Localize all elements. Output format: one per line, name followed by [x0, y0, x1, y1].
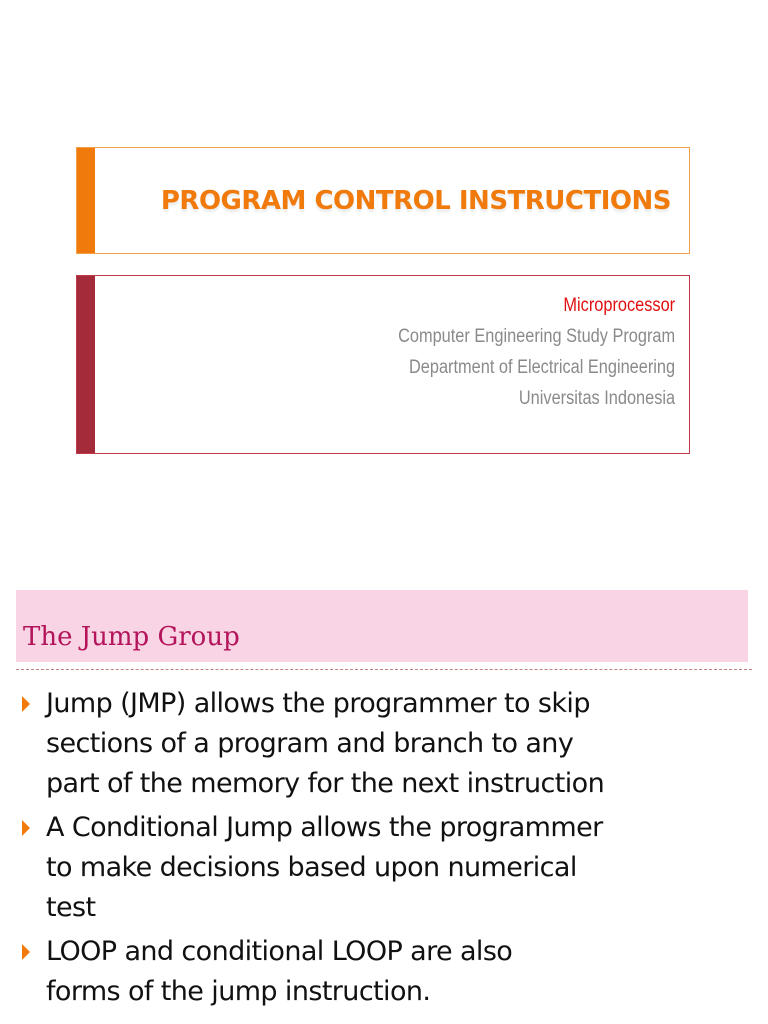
- bullet-line: A Conditional Jump allows the programmer: [46, 812, 603, 843]
- bullet-item: [20, 684, 760, 804]
- bullet-line: Jump (JMP) allows the programmer to skip: [46, 688, 590, 719]
- bullet-list: [20, 684, 760, 1016]
- section-title: The Jump Group: [23, 622, 240, 652]
- course-name: Microprocessor: [563, 295, 675, 316]
- bullet-item: [20, 808, 760, 928]
- subtitle-accent-bar: [77, 276, 95, 453]
- section-header: [16, 590, 748, 662]
- slide-title: PROGRAM CONTROL INSTRUCTIONS: [160, 186, 671, 216]
- bullet-line: sections of a program and branch to any: [46, 728, 574, 759]
- title-box: [76, 147, 690, 254]
- triangle-bullet-icon: [22, 696, 30, 712]
- subtitle-lines: [398, 290, 675, 414]
- title-accent-bar: [77, 148, 95, 253]
- bullet-line: to make decisions based upon numerical: [46, 852, 577, 883]
- triangle-bullet-icon: [22, 944, 30, 960]
- university: Universitas Indonesia: [518, 388, 675, 409]
- bullet-line: test: [46, 892, 96, 923]
- study-program: Computer Engineering Study Program: [397, 326, 675, 347]
- bullet-item: [20, 932, 760, 1012]
- bullet-line: part of the memory for the next instruction: [46, 768, 605, 799]
- department: Department of Electrical Engineering: [408, 357, 675, 378]
- bullet-line: forms of the jump instruction.: [46, 976, 431, 1007]
- triangle-bullet-icon: [22, 820, 30, 836]
- subtitle-box: [76, 275, 690, 454]
- section-divider: [16, 669, 752, 670]
- bullet-line: LOOP and conditional LOOP are also: [46, 936, 513, 967]
